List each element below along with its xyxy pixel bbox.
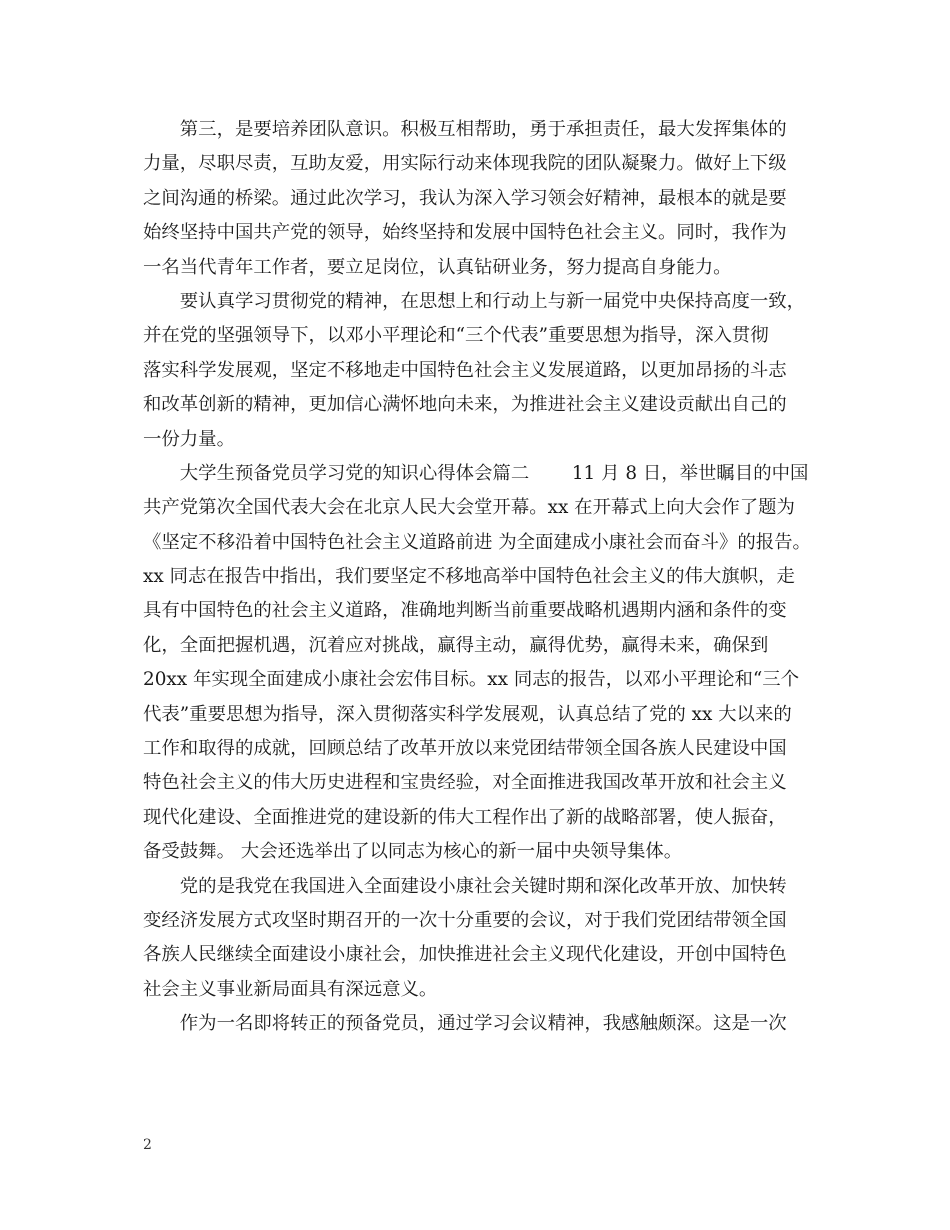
text-line: 始终坚持中国共产党的领导，始终坚持和发展中国特色社会主义。同时，我作为 [143,222,787,244]
text-line: 第三，是要培养团队意识。积极互相帮助，勇于承担责任，最大发挥集体的 [143,119,787,140]
text-line: 大学生预备党员学习党的知识心得体会篇二 11 月 8 日，举世瞩目的中国 [143,462,809,484]
text-line: 20xx 年实现全面建成小康社会宏伟目标。xx 同志的报告，以邓小平理论和“三个 [143,669,800,691]
paragraph-congress-significance [143,870,823,1008]
text-line: 共产党第次全国代表大会在北京人民大会堂开幕。xx 在开幕式上向大会作了题为 [143,497,795,519]
text-line: 并在党的坚强领导下，以邓小平理论和“三个代表”重要思想为指导，深入贯彻 [143,325,769,347]
text-line: 力量，尽职尽责，互助友爱，用实际行动来体现我院的团队凝聚力。做好上下级 [143,153,787,175]
text-line: 《坚定不移沿着中国特色社会主义道路前进 为全面建成小康社会而奋斗》的报告。 [143,531,811,553]
text-line: 党的是我党在我国进入全面建设小康社会关键时期和深化改革开放、加快转 [143,875,787,897]
text-line: 备受鼓舞。 大会还选举出了以同志为核心的新一届中央领导集体。 [143,841,683,863]
text-line: 一份力量。 [143,428,235,450]
paragraph-team-spirit [143,113,823,285]
text-line: 之间沟通的桥梁。通过此次学习，我认为深入学习领会好精神，最根本的就是要 [143,187,787,209]
text-line: 落实科学发展观，坚定不移地走中国特色社会主义发展道路，以更加昂扬的斗志 [143,359,787,381]
text-line: 要认真学习贯彻党的精神，在思想上和行动上与新一届党中央保持高度一致， [143,290,806,312]
text-line: 代表”重要思想为指导，深入贯彻落实科学发展观，认真总结了党的 xx 大以来的 [143,703,792,725]
paragraph-article-two [143,457,823,870]
text-line: 特色社会主义的伟大历史进程和宝贵经验，对全面推进我国改革开放和社会主义 [143,772,787,794]
page-number: 2 [143,1137,152,1153]
paragraph-study-spirit [143,285,823,457]
text-line: 和改革创新的精神，更加信心满怀地向未来，为推进社会主义建设贡献出自己的 [143,394,787,416]
paragraph-probationary-member [143,1007,823,1041]
text-line: 具有中国特色的社会主义道路，准确地判断当前重要战略机遇期内涵和条件的变 [143,600,787,622]
text-line: 工作和取得的成就，回顾总结了改革开放以来党团结带领全国各族人民建设中国 [143,738,787,760]
text-line: 作为一名即将转正的预备党员，通过学习会议精神，我感触颇深。这是一次 [143,1013,787,1035]
text-line: 现代化建设、全面推进党的建设新的伟大工程作出了新的战略部署，使人振奋， [143,806,787,828]
text-line: 变经济发展方式攻坚时期召开的一次十分重要的会议，对于我们党团结带领全国 [143,909,787,931]
text-line: 化，全面把握机遇，沉着应对挑战，赢得主动，赢得优势，赢得未来，确保到 [143,634,769,656]
text-line: 社会主义事业新局面具有深远意义。 [143,978,438,1000]
text-line: 一名当代青年工作者，要立足岗位，认真钻研业务，努力提高自身能力。 [143,256,732,278]
text-line: xx 同志在报告中指出，我们要坚定不移地高举中国特色社会主义的伟大旗帜，走 [143,566,795,588]
text-line: 各族人民继续全面建设小康社会，加快推进社会主义现代化建设，开创中国特色 [143,944,787,966]
document-body [143,113,823,1042]
